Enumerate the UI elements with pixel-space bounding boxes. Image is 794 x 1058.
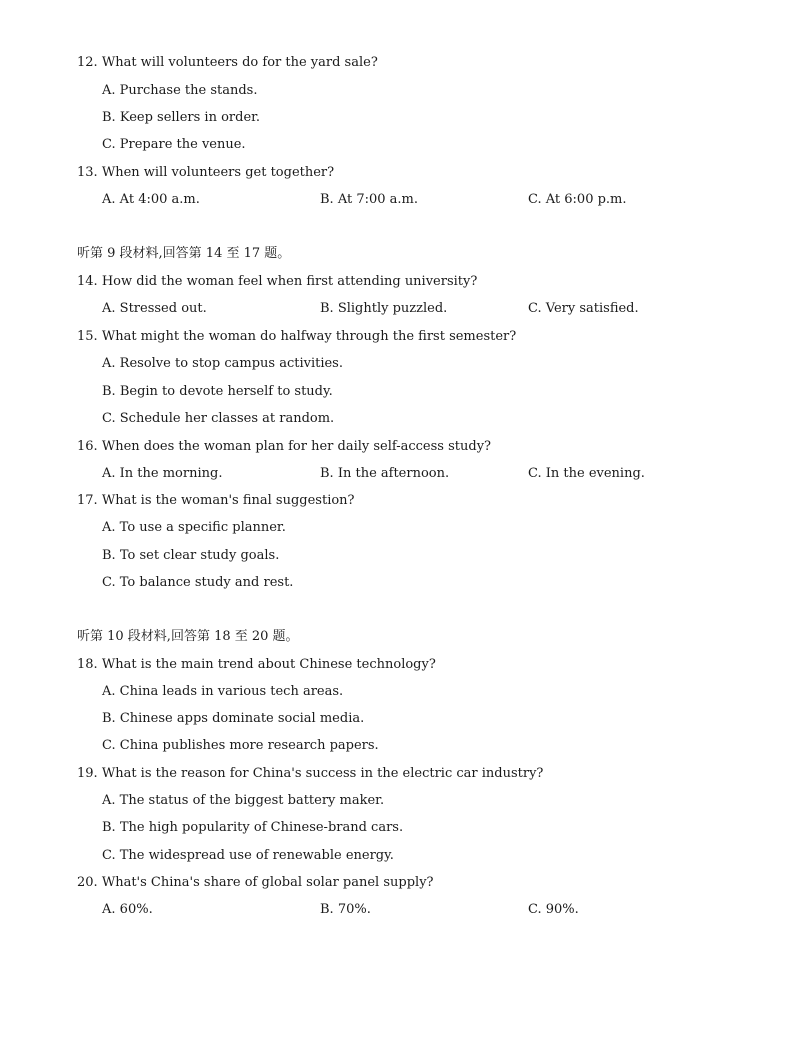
question-number: 18. xyxy=(77,657,98,672)
option-label: B. xyxy=(320,902,334,917)
option-label: A. xyxy=(102,466,116,481)
option-13b xyxy=(320,192,418,208)
option-20c xyxy=(528,902,579,918)
option-label: B. xyxy=(102,548,116,563)
option-12b xyxy=(102,110,260,126)
question-text: What's China's share of global solar panel supply? xyxy=(101,875,434,890)
option-19a xyxy=(102,793,384,809)
option-label: A. xyxy=(102,520,116,535)
question-text: What will volunteers do for the yard sale? xyxy=(101,55,378,70)
option-text: Slightly puzzled. xyxy=(337,301,448,316)
option-16b xyxy=(320,466,449,482)
option-20a xyxy=(102,902,153,918)
option-label: A. xyxy=(102,793,116,808)
option-17a xyxy=(102,520,286,536)
question-number: 12. xyxy=(77,55,98,70)
option-16a xyxy=(102,466,222,482)
question-text: What is the woman's final suggestion? xyxy=(101,493,355,508)
option-label: C. xyxy=(102,738,116,753)
option-text: The high popularity of Chinese-brand cars. xyxy=(119,820,404,835)
option-17b xyxy=(102,548,279,564)
option-20b xyxy=(320,902,371,918)
option-18b xyxy=(102,711,364,727)
option-text: Very satisfied. xyxy=(545,301,639,316)
option-label: A. xyxy=(102,356,116,371)
option-18a xyxy=(102,684,343,700)
option-text: To use a specific planner. xyxy=(119,520,286,535)
option-text: Purchase the stands. xyxy=(119,83,258,98)
option-text: At 7:00 a.m. xyxy=(337,192,419,207)
option-text: Prepare the venue. xyxy=(119,137,246,152)
option-14b xyxy=(320,301,447,317)
option-label: B. xyxy=(102,711,116,726)
option-15c xyxy=(102,411,334,427)
option-text: 90%. xyxy=(545,902,579,917)
question-text: When will volunteers get together? xyxy=(101,165,335,180)
option-label: C. xyxy=(528,466,542,481)
option-label: A. xyxy=(102,301,116,316)
option-label: B. xyxy=(320,192,334,207)
option-14a xyxy=(102,301,207,317)
option-label: A. xyxy=(102,684,116,699)
option-label: C. xyxy=(102,575,116,590)
option-label: B. xyxy=(320,301,334,316)
option-text: In the afternoon. xyxy=(337,466,450,481)
question-number: 14. xyxy=(77,274,98,289)
question-20 xyxy=(77,875,434,891)
option-13c xyxy=(528,192,627,208)
option-label: B. xyxy=(320,466,334,481)
question-text: What might the woman do halfway through the first semester? xyxy=(101,329,517,344)
option-text: The widespread use of renewable energy. xyxy=(119,848,394,863)
option-text: Schedule her classes at random. xyxy=(119,411,335,426)
section-9-instruction: 听第 9 段材料,回答第 14 至 17 题。 xyxy=(77,246,291,261)
question-14 xyxy=(77,274,477,290)
option-text: The status of the biggest battery maker. xyxy=(119,793,385,808)
option-text: 60%. xyxy=(119,902,153,917)
question-number: 15. xyxy=(77,329,98,344)
option-19c xyxy=(102,848,394,864)
option-label: A. xyxy=(102,83,116,98)
question-number: 13. xyxy=(77,165,98,180)
option-label: C. xyxy=(102,411,116,426)
option-label: C. xyxy=(528,301,542,316)
option-label: B. xyxy=(102,110,116,125)
option-12c xyxy=(102,137,246,153)
question-text: What is the main trend about Chinese technology? xyxy=(101,657,436,672)
option-15a xyxy=(102,356,343,372)
option-18c xyxy=(102,738,379,754)
question-text: How did the woman feel when first attending university? xyxy=(101,274,478,289)
option-label: C. xyxy=(528,902,542,917)
question-16 xyxy=(77,439,491,455)
option-text: In the evening. xyxy=(545,466,645,481)
question-15 xyxy=(77,329,516,345)
option-label: B. xyxy=(102,384,116,399)
option-17c xyxy=(102,575,293,591)
option-text: China leads in various tech areas. xyxy=(119,684,344,699)
option-label: C. xyxy=(102,137,116,152)
option-19b xyxy=(102,820,403,836)
option-13a xyxy=(102,192,200,208)
question-text: When does the woman plan for her daily self-access study? xyxy=(101,439,492,454)
option-text: Begin to devote herself to study. xyxy=(119,384,333,399)
option-text: At 6:00 p.m. xyxy=(545,192,627,207)
question-number: 20. xyxy=(77,875,98,890)
question-12 xyxy=(77,55,378,71)
section-10-instruction: 听第 10 段材料,回答第 18 至 20 题。 xyxy=(77,629,299,644)
option-text: Stressed out. xyxy=(119,301,207,316)
option-label: C. xyxy=(528,192,542,207)
question-number: 16. xyxy=(77,439,98,454)
question-18 xyxy=(77,657,436,673)
option-label: A. xyxy=(102,192,116,207)
option-text: China publishes more research papers. xyxy=(119,738,379,753)
option-15b xyxy=(102,384,333,400)
option-text: Resolve to stop campus activities. xyxy=(119,356,343,371)
question-17 xyxy=(77,493,355,509)
option-text: At 4:00 a.m. xyxy=(119,192,200,207)
question-text: What is the reason for China's success in the electric car industry? xyxy=(101,766,544,781)
option-text: In the morning. xyxy=(119,466,223,481)
question-13 xyxy=(77,165,334,181)
question-number: 17. xyxy=(77,493,98,508)
option-text: Keep sellers in order. xyxy=(119,110,261,125)
option-14c xyxy=(528,301,639,317)
question-number: 19. xyxy=(77,766,98,781)
option-label: C. xyxy=(102,848,116,863)
option-text: 70%. xyxy=(337,902,371,917)
option-16c xyxy=(528,466,645,482)
option-12a xyxy=(102,83,257,99)
option-text: To set clear study goals. xyxy=(119,548,280,563)
option-label: A. xyxy=(102,902,116,917)
option-text: To balance study and rest. xyxy=(119,575,294,590)
option-label: B. xyxy=(102,820,116,835)
option-text: Chinese apps dominate social media. xyxy=(119,711,365,726)
question-19 xyxy=(77,766,543,782)
